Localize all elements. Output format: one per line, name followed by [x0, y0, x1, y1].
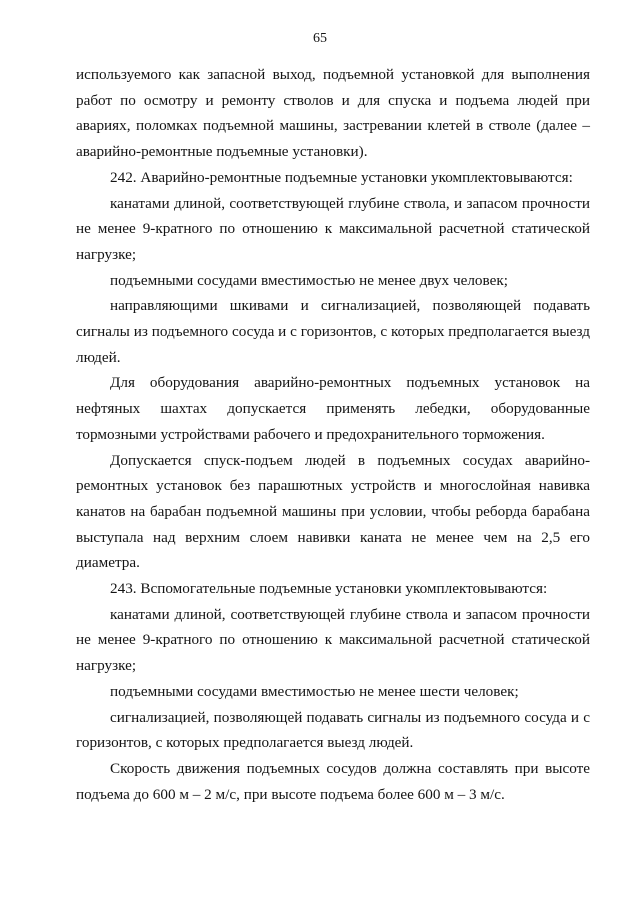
document-body [76, 62, 590, 807]
paragraph-vessels-six: подъемными сосудами вместимостью не менее шести человек; [110, 682, 519, 700]
paragraph-speed: Скорость движения подъемных сосудов должна составлять при высоте подъема до 600 м – 2 м/с, при высоте подъема более 600 м – 3 м/с. [76, 759, 590, 803]
paragraph-signaling: сигнализацией, позволяющей подавать сигналы из подъемного сосуда и с горизонтов, с которых предполагается выезд людей. [76, 708, 590, 752]
page-number: 65 [313, 31, 327, 46]
paragraph-sheaves-signaling: направляющими шкивами и сигнализацией, позволяющей подавать сигналы из подъемного сосуда и с горизонтов, с которых предполагается выезд людей. [76, 297, 590, 366]
paragraph-oil-mines-winches: Для оборудования аварийно-ремонтных подъемных установок на нефтяных шахтах допускается применять лебедки, оборудованные тормозными устройствами рабочего и предохранительного торможения. [76, 374, 590, 443]
paragraph-clause-242: 242. Аварийно-ремонтные подъемные установки укомплектовываются: [110, 168, 573, 186]
paragraph-vessels-two: подъемными сосудами вместимостью не менее двух человек; [110, 271, 508, 289]
paragraph-clause-243: 243. Вспомогательные подъемные установки укомплектовываются: [110, 580, 548, 598]
paragraph-continuation: используемого как запасной выход, подъемной установкой для выполнения работ по осмотру и ремонту стволов и для спуска и подъема людей при авариях, поломках подъемной машины, застревании клетей в стволе (далее – аварийно-ремонтные подъемные установки). [76, 66, 590, 161]
paragraph-descent-permitted: Допускается спуск-подъем людей в подъемных сосудах аварийно-ремонтных установок без парашютных устройств и многослойная навивка канатов на барабан подъемной машины при условии, чтобы реборда барабана выступала над верхним слоем навивки каната не менее чем на 2,5 его диаметра. [76, 451, 590, 572]
paragraph-ropes-auxiliary: канатами длиной, соответствующей глубине ствола и запасом прочности не менее 9-кратного по отношению к максимальной расчетной статической нагрузке; [76, 605, 590, 675]
paragraph-ropes: канатами длиной, соответствующей глубине ствола, и запасом прочности не менее 9-кратного по отношению к максимальной расчетной статической нагрузке; [76, 194, 590, 263]
